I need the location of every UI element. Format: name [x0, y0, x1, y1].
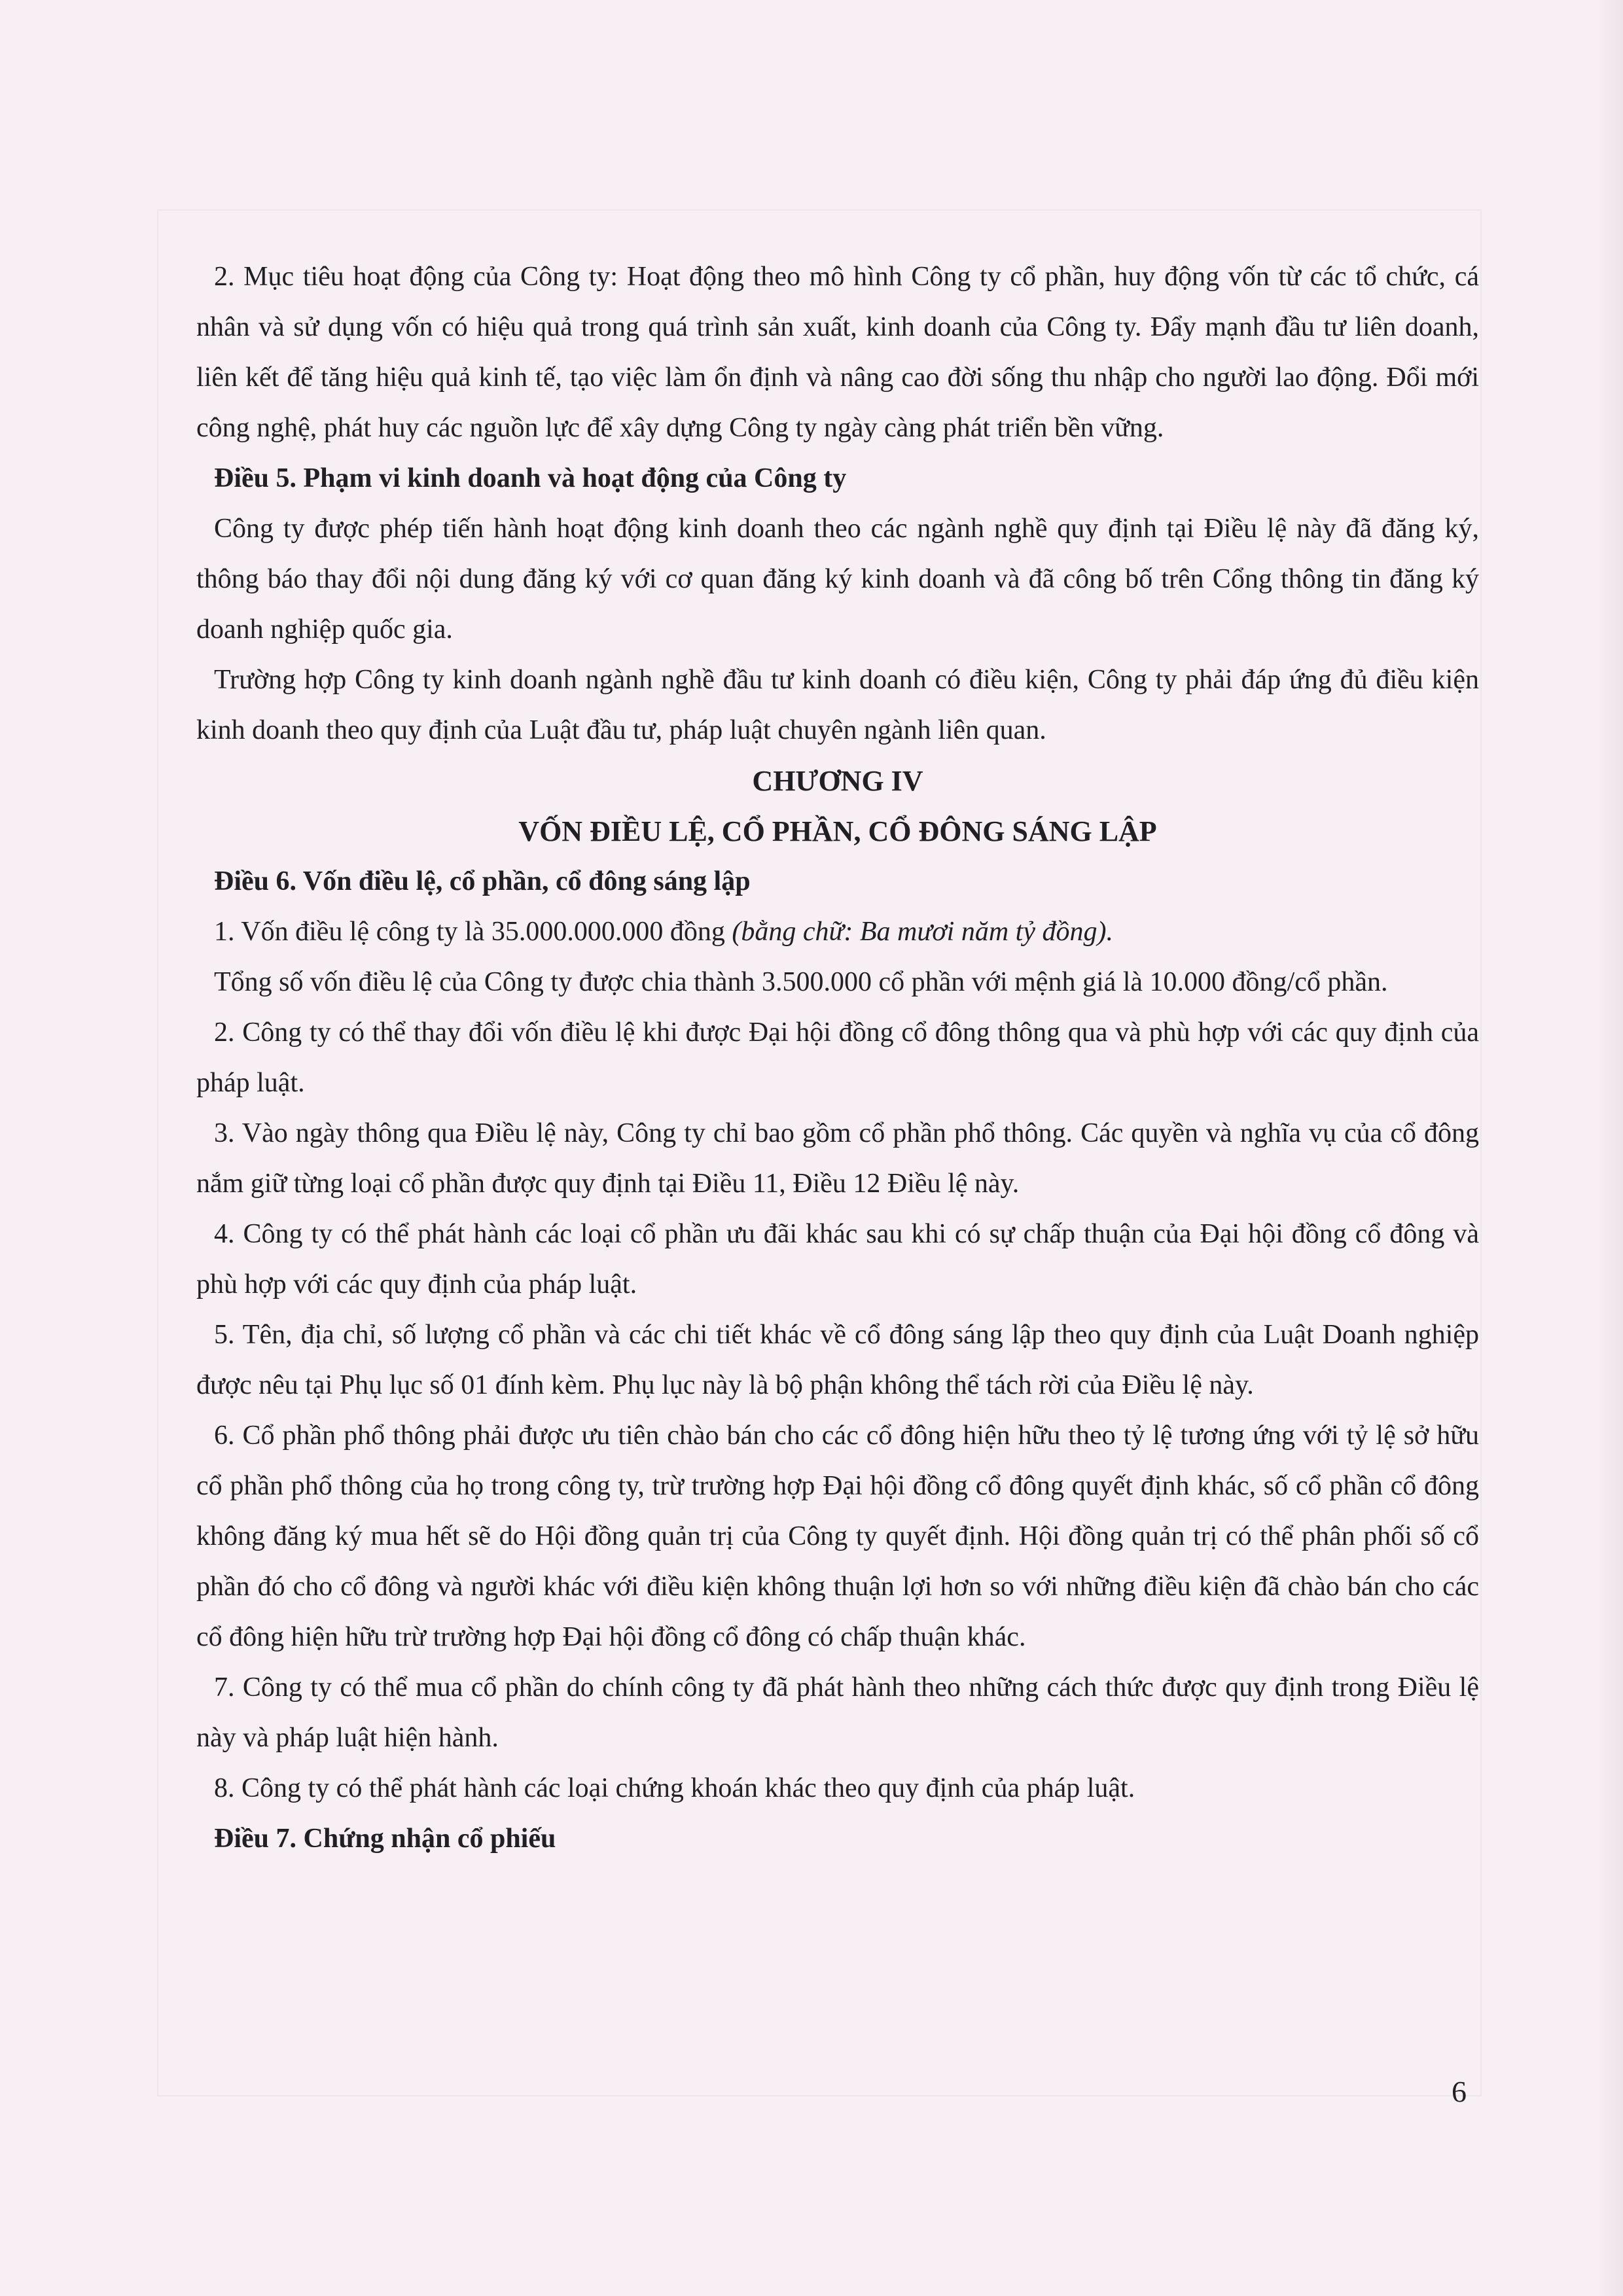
page-number: 6: [1452, 2075, 1467, 2108]
paragraph-co-dong-sang-lap: 5. Tên, địa chỉ, số lượng cổ phần và các chi tiết khác về cổ đông sáng lập theo quy định của Luật Doanh nghiệp được nêu tại Phụ lục số 01 đính kèm. Phụ lục này là bộ phận không thể tách rời của Điều lệ này.: [196, 1320, 1479, 1400]
paragraph-thay-doi-von: 2. Công ty có thể thay đổi vốn điều lệ khi được Đại hội đồng cổ đông thông qua và phù hợp với các quy định của pháp luật.: [196, 1017, 1479, 1098]
paragraph-chung-khoan-khac: 8. Công ty có thể phát hành các loại chứng khoán khác theo quy định của pháp luật.: [214, 1773, 1135, 1803]
chapter-number: CHƯƠNG IV: [752, 765, 923, 797]
paragraph-mua-co-phan: 7. Công ty có thể mua cổ phần do chính công ty đã phát hành theo những cách thức được quy định trong Điều lệ này và pháp luật hiện hành.: [196, 1672, 1479, 1753]
paragraph-muc-tieu: 2. Mục tiêu hoạt động của Công ty: Hoạt động theo mô hình Công ty cổ phần, huy động vốn từ các tổ chức, cá nhân và sử dụng vốn có hiệu quả trong quá trình sản xuất, kinh doanh của Công ty. Đẩy mạnh đầu tư liên doanh, liên kết để tăng hiệu quả kinh tế, tạo việc làm ổn định và nâng cao đời sống thu nhập cho người lao động. Đổi mới công nghệ, phát huy các nguồn lực để xây dựng Công ty ngày càng phát triển bền vững.: [196, 262, 1479, 443]
heading-dieu-7: Điều 7. Chứng nhận cổ phiếu: [214, 1824, 556, 1854]
paragraph-von-dieu-le: [196, 907, 1479, 957]
paragraph-pham-vi: Công ty được phép tiến hành hoạt động kinh doanh theo các ngành nghề quy định tại Điều lệ này đã đăng ký, thông báo thay đổi nội dung đăng ký với cơ quan đăng ký kinh doanh và đã công bố trên Cổng thông tin đăng ký doanh nghiệp quốc gia.: [196, 514, 1479, 645]
scan-edge-shadow: [1597, 0, 1623, 2296]
paragraph-tong-so-von: Tổng số vốn điều lệ của Công ty được chia thành 3.500.000 cổ phần với mệnh giá là 10.000 đồng/cổ phần.: [214, 967, 1388, 997]
chapter-title: VỐN ĐIỀU LỆ, CỔ PHẦN, CỔ ĐÔNG SÁNG LẬP: [518, 815, 1157, 847]
paragraph-co-phan-uu-dai: 4. Công ty có thể phát hành các loại cổ phần ưu đãi khác sau khi có sự chấp thuận của Đại hội đồng cổ đông và phù hợp với các quy định của pháp luật.: [196, 1219, 1479, 1299]
von-dieu-le-bang-chu: (bằng chữ: Ba mươi năm tỷ đồng).: [732, 917, 1113, 947]
heading-dieu-5: Điều 5. Phạm vi kinh doanh và hoạt động của Công ty: [214, 463, 847, 493]
paragraph-nganh-nghe-dieu-kien: Trường hợp Công ty kinh doanh ngành nghề đầu tư kinh doanh có điều kiện, Công ty phải đáp ứng đủ điều kiện kinh doanh theo quy định của Luật đầu tư, pháp luật chuyên ngành liên quan.: [196, 665, 1479, 745]
von-dieu-le-text: 1. Vốn điều lệ công ty là 35.000.000.000 đồng: [214, 917, 732, 947]
heading-dieu-6: Điều 6. Vốn điều lệ, cổ phần, cổ đông sáng lập: [214, 866, 751, 896]
document-body: [196, 252, 1479, 1864]
paragraph-chao-ban: 6. Cổ phần phổ thông phải được ưu tiên chào bán cho các cổ đông hiện hữu theo tỷ lệ tương ứng với tỷ lệ sở hữu cổ phần phổ thông của họ trong công ty, trừ trường hợp Đại hội đồng cổ đông quyết định khác, số cổ phần cổ đông không đăng ký mua hết sẽ do Hội đồng quản trị của Công ty quyết định. Hội đồng quản trị có thể phân phối số cổ phần đó cho cổ đông và người khác với điều kiện không thuận lợi hơn so với những điều kiện đã chào bán cho các cổ đông hiện hữu trừ trường hợp Đại hội đồng cổ đông có chấp thuận khác.: [196, 1421, 1479, 1652]
paragraph-co-phan-pho-thong: 3. Vào ngày thông qua Điều lệ này, Công ty chỉ bao gồm cổ phần phổ thông. Các quyền và nghĩa vụ của cổ đông nắm giữ từng loại cổ phần được quy định tại Điều 11, Điều 12 Điều lệ này.: [196, 1118, 1479, 1199]
